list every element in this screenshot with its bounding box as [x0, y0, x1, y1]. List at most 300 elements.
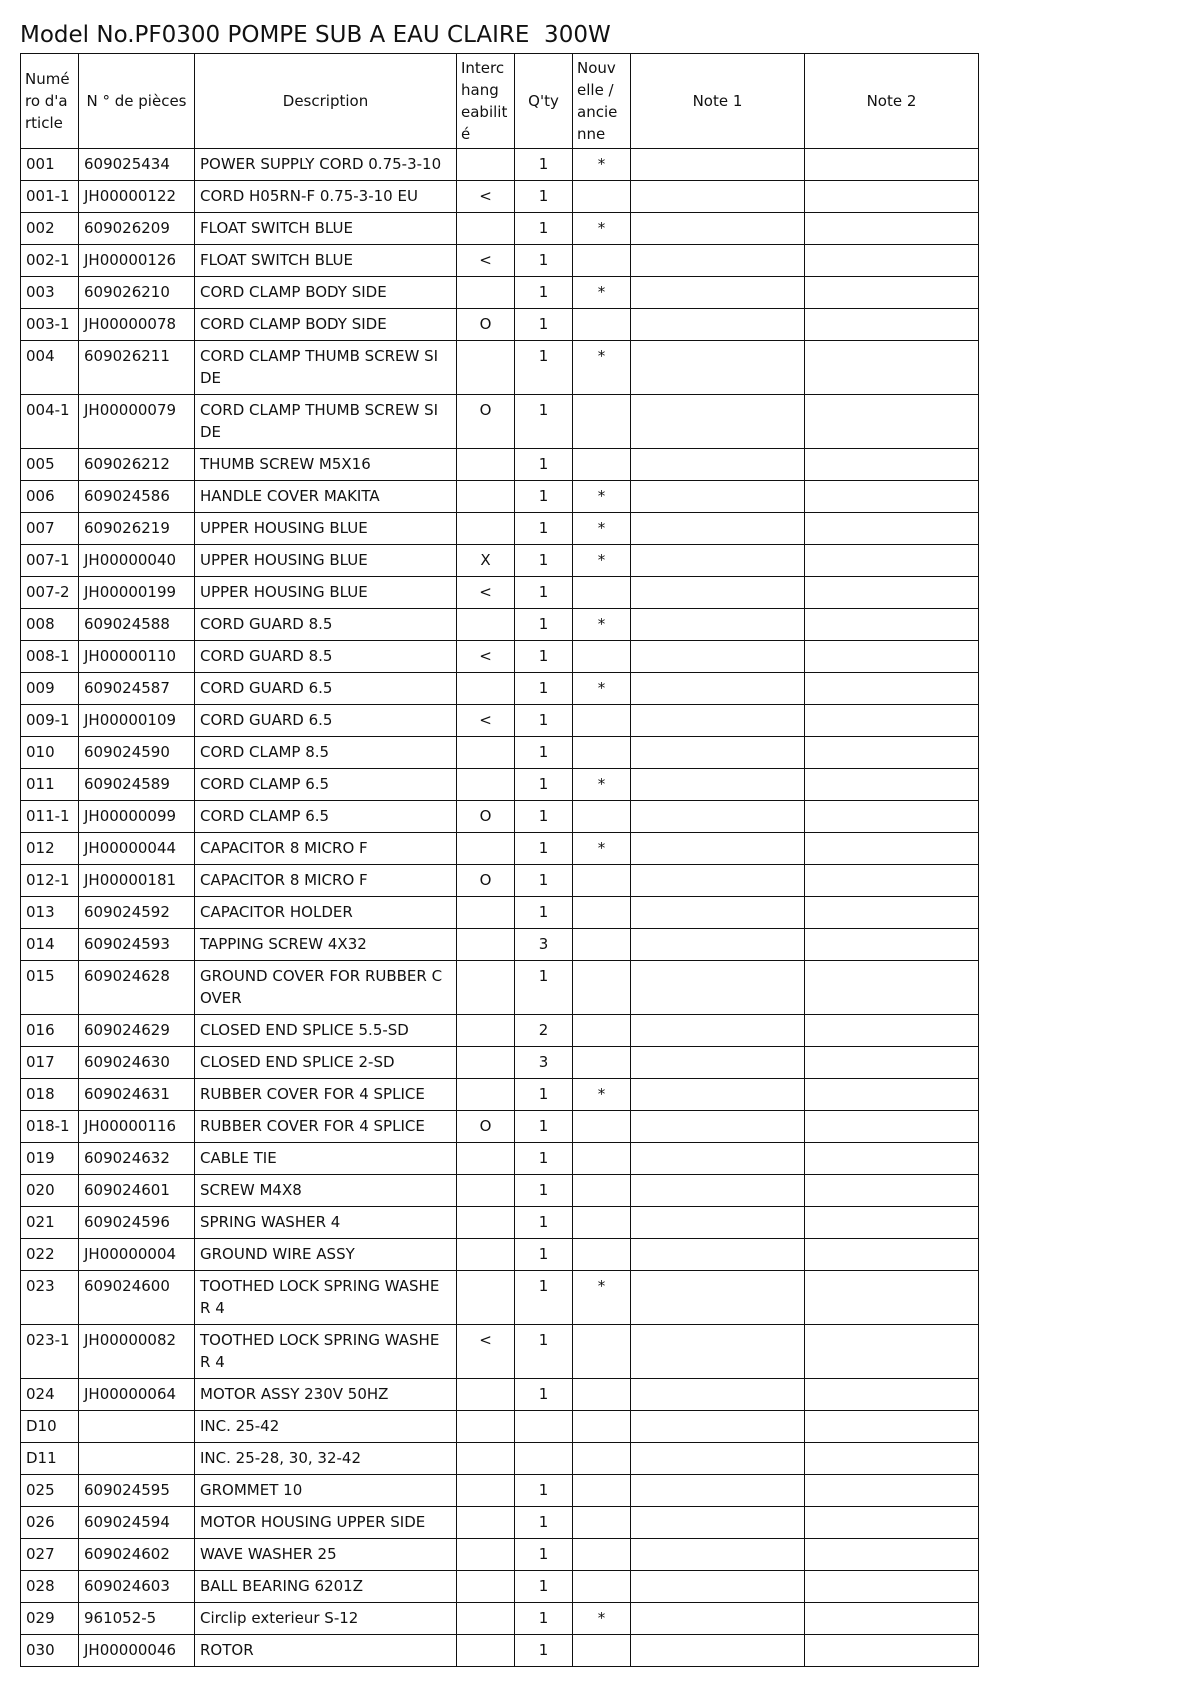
cell-part-number: 609024630 — [79, 1047, 195, 1079]
table-row — [21, 449, 979, 481]
cell-description: CORD CLAMP 8.5 — [195, 737, 457, 769]
cell-note-2 — [805, 1635, 979, 1667]
cell-interchangeability — [457, 513, 515, 545]
cell-description: GROUND COVER FOR RUBBER C OVER — [195, 961, 457, 1015]
table-row — [21, 1411, 979, 1443]
cell-article-number: 025 — [21, 1475, 79, 1507]
cell-description: HANDLE COVER MAKITA — [195, 481, 457, 513]
cell-article-number: 001 — [21, 149, 79, 181]
cell-note-2 — [805, 1325, 979, 1379]
cell-quantity: 1 — [515, 1571, 573, 1603]
cell-new-old: * — [573, 1079, 631, 1111]
cell-part-number: JH00000110 — [79, 641, 195, 673]
cell-note-1 — [631, 1143, 805, 1175]
cell-quantity: 1 — [515, 149, 573, 181]
cell-interchangeability — [457, 769, 515, 801]
cell-new-old — [573, 1239, 631, 1271]
cell-new-old — [573, 1047, 631, 1079]
cell-note-1 — [631, 1271, 805, 1325]
cell-article-number: 003-1 — [21, 309, 79, 341]
cell-interchangeability — [457, 1475, 515, 1507]
parts-table-body — [21, 149, 979, 1667]
cell-description: CORD CLAMP BODY SIDE — [195, 277, 457, 309]
cell-description: WAVE WASHER 25 — [195, 1539, 457, 1571]
cell-description: RUBBER COVER FOR 4 SPLICE — [195, 1079, 457, 1111]
cell-note-1 — [631, 897, 805, 929]
cell-note-2 — [805, 1079, 979, 1111]
cell-note-1 — [631, 277, 805, 309]
cell-description: CABLE TIE — [195, 1143, 457, 1175]
cell-new-old — [573, 1507, 631, 1539]
cell-part-number: JH00000199 — [79, 577, 195, 609]
cell-description: THUMB SCREW M5X16 — [195, 449, 457, 481]
cell-quantity: 1 — [515, 801, 573, 833]
table-row — [21, 1111, 979, 1143]
cell-new-old — [573, 309, 631, 341]
cell-interchangeability — [457, 1079, 515, 1111]
cell-article-number: 020 — [21, 1175, 79, 1207]
cell-note-2 — [805, 309, 979, 341]
cell-description: CAPACITOR HOLDER — [195, 897, 457, 929]
cell-article-number: 014 — [21, 929, 79, 961]
cell-part-number: 609024631 — [79, 1079, 195, 1111]
cell-interchangeability: < — [457, 577, 515, 609]
cell-description: INC. 25-28, 30, 32-42 — [195, 1443, 457, 1475]
cell-note-1 — [631, 1635, 805, 1667]
cell-part-number: JH00000116 — [79, 1111, 195, 1143]
cell-new-old — [573, 801, 631, 833]
col-header-description: Description — [195, 54, 457, 149]
cell-quantity: 1 — [515, 1271, 573, 1325]
cell-part-number: 609024592 — [79, 897, 195, 929]
cell-interchangeability — [457, 1175, 515, 1207]
cell-description: MOTOR ASSY 230V 50HZ — [195, 1379, 457, 1411]
cell-description: GROUND WIRE ASSY — [195, 1239, 457, 1271]
cell-description: CORD H05RN-F 0.75-3-10 EU — [195, 181, 457, 213]
cell-new-old — [573, 929, 631, 961]
cell-note-1 — [631, 1111, 805, 1143]
cell-note-2 — [805, 1111, 979, 1143]
cell-article-number: 016 — [21, 1015, 79, 1047]
cell-interchangeability — [457, 609, 515, 641]
cell-note-2 — [805, 1571, 979, 1603]
cell-note-1 — [631, 1047, 805, 1079]
cell-quantity: 1 — [515, 577, 573, 609]
cell-quantity: 1 — [515, 865, 573, 897]
cell-new-old: * — [573, 1271, 631, 1325]
cell-note-2 — [805, 1175, 979, 1207]
table-header-row — [21, 54, 979, 149]
cell-note-2 — [805, 865, 979, 897]
cell-description: RUBBER COVER FOR 4 SPLICE — [195, 1111, 457, 1143]
cell-new-old: * — [573, 609, 631, 641]
page-title: Model No.PF0300 POMPE SUB A EAU CLAIRE 300W — [20, 22, 611, 48]
table-row — [21, 577, 979, 609]
col-header-quantity: Q'ty — [515, 54, 573, 149]
cell-description: UPPER HOUSING BLUE — [195, 545, 457, 577]
table-row — [21, 1015, 979, 1047]
cell-note-1 — [631, 181, 805, 213]
cell-part-number: 609024588 — [79, 609, 195, 641]
cell-quantity: 1 — [515, 1379, 573, 1411]
cell-new-old — [573, 1475, 631, 1507]
cell-note-2 — [805, 481, 979, 513]
cell-article-number: 008 — [21, 609, 79, 641]
cell-quantity — [515, 1443, 573, 1475]
cell-interchangeability — [457, 1507, 515, 1539]
cell-interchangeability — [457, 1271, 515, 1325]
table-row — [21, 545, 979, 577]
col-header-interchangeability: Interc hang eabilit é — [457, 54, 515, 149]
table-row — [21, 513, 979, 545]
cell-article-number: 030 — [21, 1635, 79, 1667]
table-row — [21, 897, 979, 929]
cell-new-old — [573, 1111, 631, 1143]
cell-new-old — [573, 577, 631, 609]
cell-description: SPRING WASHER 4 — [195, 1207, 457, 1239]
cell-part-number: JH00000078 — [79, 309, 195, 341]
table-row — [21, 309, 979, 341]
cell-article-number: 027 — [21, 1539, 79, 1571]
table-row — [21, 833, 979, 865]
cell-new-old — [573, 1571, 631, 1603]
cell-note-1 — [631, 149, 805, 181]
cell-interchangeability — [457, 1571, 515, 1603]
cell-interchangeability — [457, 277, 515, 309]
cell-quantity: 1 — [515, 1539, 573, 1571]
cell-article-number: 009-1 — [21, 705, 79, 737]
cell-part-number: JH00000040 — [79, 545, 195, 577]
cell-interchangeability — [457, 1207, 515, 1239]
table-row — [21, 1047, 979, 1079]
cell-description: CORD CLAMP THUMB SCREW SI DE — [195, 395, 457, 449]
cell-part-number: 609026212 — [79, 449, 195, 481]
cell-description: SCREW M4X8 — [195, 1175, 457, 1207]
cell-part-number — [79, 1443, 195, 1475]
cell-note-2 — [805, 149, 979, 181]
cell-note-2 — [805, 609, 979, 641]
cell-note-1 — [631, 801, 805, 833]
cell-article-number: 012-1 — [21, 865, 79, 897]
cell-article-number: 018-1 — [21, 1111, 79, 1143]
cell-note-1 — [631, 865, 805, 897]
table-row — [21, 705, 979, 737]
cell-interchangeability: O — [457, 309, 515, 341]
cell-note-2 — [805, 395, 979, 449]
cell-article-number: 021 — [21, 1207, 79, 1239]
cell-note-2 — [805, 1239, 979, 1271]
cell-note-2 — [805, 1603, 979, 1635]
cell-interchangeability — [457, 737, 515, 769]
cell-interchangeability — [457, 1379, 515, 1411]
cell-part-number: 609024600 — [79, 1271, 195, 1325]
cell-article-number: 022 — [21, 1239, 79, 1271]
cell-new-old — [573, 1325, 631, 1379]
cell-part-number: 609026211 — [79, 341, 195, 395]
cell-description: CAPACITOR 8 MICRO F — [195, 865, 457, 897]
cell-part-number: JH00000064 — [79, 1379, 195, 1411]
cell-part-number: JH00000099 — [79, 801, 195, 833]
cell-quantity: 1 — [515, 641, 573, 673]
cell-part-number — [79, 1411, 195, 1443]
cell-quantity: 1 — [515, 1175, 573, 1207]
cell-description: FLOAT SWITCH BLUE — [195, 245, 457, 277]
cell-article-number: 001-1 — [21, 181, 79, 213]
cell-interchangeability: < — [457, 641, 515, 673]
cell-description: TOOTHED LOCK SPRING WASHE R 4 — [195, 1325, 457, 1379]
cell-quantity: 1 — [515, 673, 573, 705]
cell-quantity: 1 — [515, 705, 573, 737]
cell-note-1 — [631, 1411, 805, 1443]
cell-part-number: JH00000079 — [79, 395, 195, 449]
col-header-article-number: Numé ro d'a rticle — [21, 54, 79, 149]
cell-note-2 — [805, 897, 979, 929]
cell-new-old — [573, 1015, 631, 1047]
table-row — [21, 341, 979, 395]
cell-new-old — [573, 449, 631, 481]
cell-interchangeability: < — [457, 181, 515, 213]
cell-part-number: 609024590 — [79, 737, 195, 769]
cell-quantity: 1 — [515, 1207, 573, 1239]
cell-description: ROTOR — [195, 1635, 457, 1667]
cell-new-old — [573, 705, 631, 737]
table-row — [21, 1475, 979, 1507]
cell-part-number: JH00000082 — [79, 1325, 195, 1379]
cell-note-2 — [805, 1143, 979, 1175]
cell-note-2 — [805, 833, 979, 865]
cell-quantity: 1 — [515, 1239, 573, 1271]
cell-description: POWER SUPPLY CORD 0.75-3-10 — [195, 149, 457, 181]
cell-article-number: 028 — [21, 1571, 79, 1603]
table-row — [21, 801, 979, 833]
cell-new-old — [573, 181, 631, 213]
cell-note-2 — [805, 1047, 979, 1079]
cell-interchangeability — [457, 929, 515, 961]
cell-quantity: 1 — [515, 213, 573, 245]
cell-note-1 — [631, 705, 805, 737]
cell-note-1 — [631, 1539, 805, 1571]
cell-note-1 — [631, 1239, 805, 1271]
cell-description: CORD CLAMP 6.5 — [195, 801, 457, 833]
cell-note-1 — [631, 309, 805, 341]
cell-quantity: 1 — [515, 1079, 573, 1111]
cell-article-number: 008-1 — [21, 641, 79, 673]
cell-note-2 — [805, 341, 979, 395]
cell-description: GROMMET 10 — [195, 1475, 457, 1507]
cell-interchangeability — [457, 1047, 515, 1079]
cell-article-number: 019 — [21, 1143, 79, 1175]
cell-interchangeability — [457, 481, 515, 513]
cell-new-old — [573, 1175, 631, 1207]
cell-interchangeability — [457, 961, 515, 1015]
cell-article-number: 004 — [21, 341, 79, 395]
table-row — [21, 1571, 979, 1603]
table-row — [21, 1379, 979, 1411]
cell-note-2 — [805, 213, 979, 245]
cell-note-1 — [631, 213, 805, 245]
cell-note-2 — [805, 245, 979, 277]
cell-article-number: 009 — [21, 673, 79, 705]
cell-note-1 — [631, 245, 805, 277]
cell-note-2 — [805, 737, 979, 769]
cell-new-old — [573, 1443, 631, 1475]
cell-new-old — [573, 1539, 631, 1571]
cell-part-number: 609024632 — [79, 1143, 195, 1175]
cell-article-number: D11 — [21, 1443, 79, 1475]
cell-interchangeability: O — [457, 395, 515, 449]
cell-note-2 — [805, 1015, 979, 1047]
table-row — [21, 673, 979, 705]
cell-quantity: 1 — [515, 449, 573, 481]
cell-new-old: * — [573, 481, 631, 513]
cell-note-2 — [805, 929, 979, 961]
cell-quantity: 3 — [515, 929, 573, 961]
cell-new-old — [573, 1635, 631, 1667]
cell-description: CORD GUARD 8.5 — [195, 641, 457, 673]
col-header-note-2: Note 2 — [805, 54, 979, 149]
cell-quantity: 1 — [515, 961, 573, 1015]
cell-article-number: 002-1 — [21, 245, 79, 277]
cell-new-old — [573, 641, 631, 673]
cell-description: UPPER HOUSING BLUE — [195, 513, 457, 545]
cell-part-number: 609024587 — [79, 673, 195, 705]
cell-interchangeability: O — [457, 865, 515, 897]
cell-article-number: 003 — [21, 277, 79, 309]
cell-part-number: 609026209 — [79, 213, 195, 245]
table-row — [21, 1079, 979, 1111]
cell-article-number: 023-1 — [21, 1325, 79, 1379]
cell-part-number: 609024628 — [79, 961, 195, 1015]
cell-quantity: 1 — [515, 1635, 573, 1667]
cell-note-2 — [805, 801, 979, 833]
cell-part-number: 609025434 — [79, 149, 195, 181]
cell-new-old: * — [573, 769, 631, 801]
cell-part-number: 609024586 — [79, 481, 195, 513]
cell-note-2 — [805, 1507, 979, 1539]
cell-new-old: * — [573, 545, 631, 577]
table-row — [21, 181, 979, 213]
cell-quantity: 1 — [515, 309, 573, 341]
cell-quantity: 1 — [515, 341, 573, 395]
cell-new-old: * — [573, 833, 631, 865]
cell-quantity: 1 — [515, 395, 573, 449]
cell-interchangeability — [457, 1411, 515, 1443]
cell-interchangeability — [457, 1239, 515, 1271]
cell-part-number: 609024594 — [79, 1507, 195, 1539]
cell-part-number: 961052-5 — [79, 1603, 195, 1635]
cell-interchangeability — [457, 1539, 515, 1571]
table-row — [21, 481, 979, 513]
table-row — [21, 1175, 979, 1207]
cell-new-old: * — [573, 673, 631, 705]
cell-note-2 — [805, 277, 979, 309]
parts-table — [20, 53, 979, 1667]
cell-note-1 — [631, 1207, 805, 1239]
cell-note-1 — [631, 737, 805, 769]
cell-description: TAPPING SCREW 4X32 — [195, 929, 457, 961]
cell-interchangeability: O — [457, 1111, 515, 1143]
table-row — [21, 1539, 979, 1571]
cell-note-2 — [805, 449, 979, 481]
cell-note-1 — [631, 1475, 805, 1507]
cell-note-1 — [631, 609, 805, 641]
table-row — [21, 1271, 979, 1325]
table-row — [21, 1143, 979, 1175]
cell-interchangeability — [457, 449, 515, 481]
cell-new-old: * — [573, 213, 631, 245]
cell-description: CLOSED END SPLICE 2-SD — [195, 1047, 457, 1079]
cell-note-2 — [805, 1475, 979, 1507]
cell-interchangeability — [457, 149, 515, 181]
cell-part-number: 609024602 — [79, 1539, 195, 1571]
cell-interchangeability — [457, 1635, 515, 1667]
cell-description: FLOAT SWITCH BLUE — [195, 213, 457, 245]
cell-note-1 — [631, 673, 805, 705]
col-header-part-number: N ° de pièces — [79, 54, 195, 149]
cell-article-number: 007-1 — [21, 545, 79, 577]
cell-article-number: 005 — [21, 449, 79, 481]
cell-note-1 — [631, 1571, 805, 1603]
cell-article-number: 004-1 — [21, 395, 79, 449]
cell-note-1 — [631, 545, 805, 577]
table-row — [21, 245, 979, 277]
cell-description: CORD CLAMP BODY SIDE — [195, 309, 457, 341]
cell-interchangeability — [457, 833, 515, 865]
cell-description: CAPACITOR 8 MICRO F — [195, 833, 457, 865]
cell-note-2 — [805, 513, 979, 545]
cell-note-1 — [631, 577, 805, 609]
cell-part-number: JH00000126 — [79, 245, 195, 277]
cell-note-1 — [631, 513, 805, 545]
cell-description: CORD GUARD 8.5 — [195, 609, 457, 641]
cell-note-1 — [631, 1079, 805, 1111]
cell-note-2 — [805, 1207, 979, 1239]
cell-interchangeability — [457, 1603, 515, 1635]
cell-note-2 — [805, 641, 979, 673]
cell-quantity: 1 — [515, 481, 573, 513]
cell-interchangeability — [457, 213, 515, 245]
cell-interchangeability — [457, 1143, 515, 1175]
cell-new-old: * — [573, 149, 631, 181]
cell-new-old — [573, 961, 631, 1015]
cell-part-number: 609024629 — [79, 1015, 195, 1047]
cell-article-number: 017 — [21, 1047, 79, 1079]
cell-note-1 — [631, 1325, 805, 1379]
cell-note-2 — [805, 769, 979, 801]
cell-description: INC. 25-42 — [195, 1411, 457, 1443]
cell-description: CORD GUARD 6.5 — [195, 705, 457, 737]
cell-quantity: 1 — [515, 181, 573, 213]
cell-note-1 — [631, 1507, 805, 1539]
cell-note-2 — [805, 1539, 979, 1571]
cell-article-number: D10 — [21, 1411, 79, 1443]
cell-note-1 — [631, 1015, 805, 1047]
cell-quantity: 1 — [515, 737, 573, 769]
table-row — [21, 1603, 979, 1635]
cell-part-number: 609024595 — [79, 1475, 195, 1507]
table-row — [21, 1325, 979, 1379]
cell-description: CORD GUARD 6.5 — [195, 673, 457, 705]
table-row — [21, 609, 979, 641]
cell-new-old — [573, 737, 631, 769]
table-row — [21, 769, 979, 801]
cell-interchangeability: < — [457, 705, 515, 737]
table-row — [21, 1635, 979, 1667]
cell-note-2 — [805, 961, 979, 1015]
cell-note-1 — [631, 395, 805, 449]
cell-article-number: 011-1 — [21, 801, 79, 833]
cell-article-number: 018 — [21, 1079, 79, 1111]
